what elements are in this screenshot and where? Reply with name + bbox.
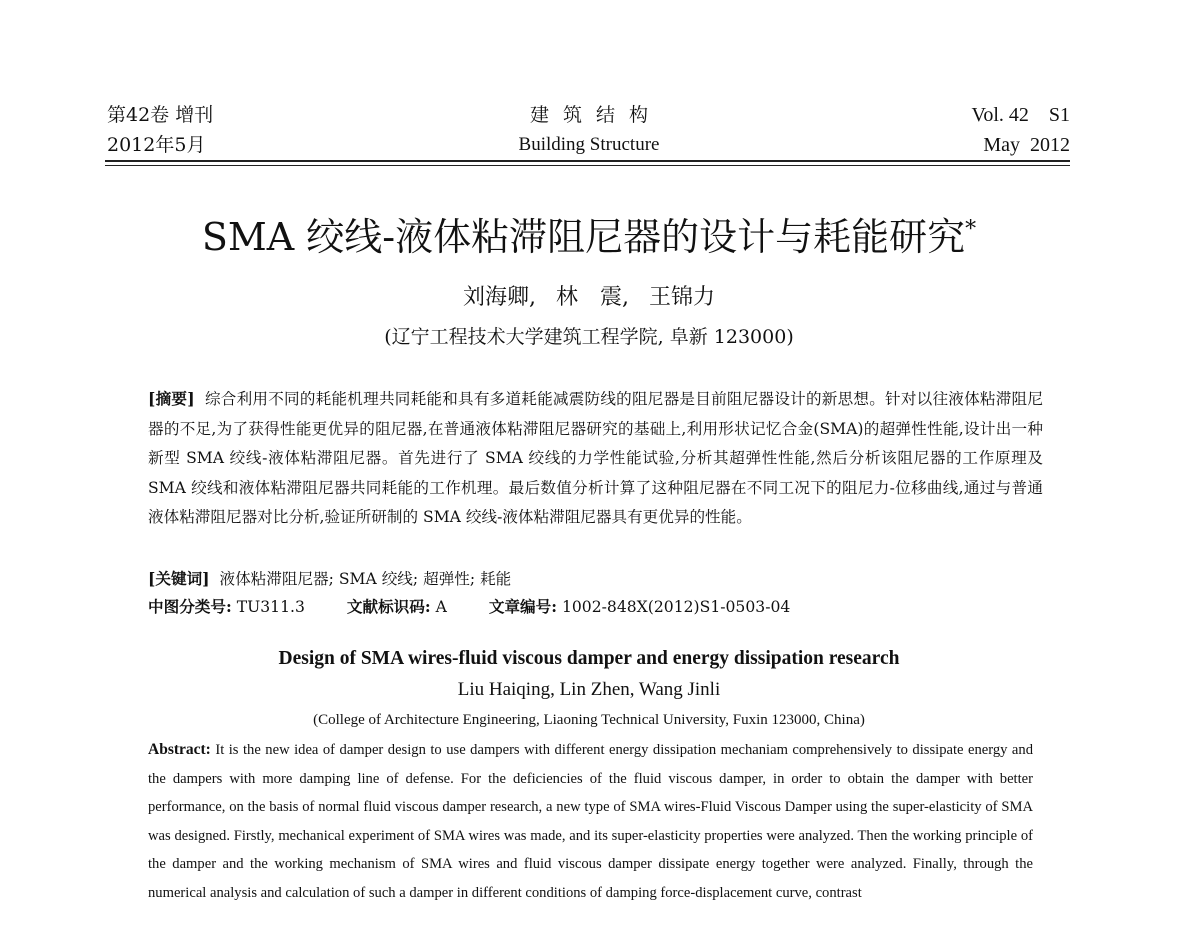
keywords-text: 液体粘滞阻尼器; SMA 绞线; 超弹性; 耗能	[219, 570, 512, 588]
header-rule-thin	[105, 165, 1070, 166]
article-number-value: 1002-848X(2012)S1-0503-04	[561, 598, 791, 616]
date-en: May 2012	[983, 134, 1070, 156]
clc-value: TU311.3	[236, 598, 305, 616]
abstract-cn	[148, 384, 1043, 533]
clc-label: 中图分类号:	[148, 597, 232, 616]
header-rule-thick	[105, 160, 1070, 162]
abstract-en	[148, 736, 1033, 907]
article-number-label: 文章编号:	[488, 597, 557, 616]
volume-en: Vol. 42 S1	[971, 104, 1070, 126]
volume-issue-cn: 第42卷 增刊	[107, 104, 214, 126]
abstract-en-label: Abstract:	[148, 741, 211, 758]
english-authors: Liu Haiqing, Lin Zhen, Wang Jinli	[457, 679, 721, 700]
doc-code-label: 文献标识码:	[346, 597, 431, 616]
author-3: 王锦力	[648, 285, 715, 310]
abstract-cn-label: [摘要]	[148, 389, 195, 408]
classification-line	[148, 593, 790, 621]
author-1: 刘海卿,	[462, 285, 536, 310]
affiliation: (辽宁工程技术大学建筑工程学院, 阜新 123000)	[384, 326, 794, 348]
author-2: 林 震,	[555, 285, 629, 310]
author-list	[0, 282, 1178, 314]
journal-name-en: Building Structure	[518, 134, 660, 155]
abstract-en-text: It is the new idea of damper design to use dampers with different energy dissipation mechaniam comprehensively to dissipate energy and the dampers with more damping line of defense. For the deficiencies of the fluid viscous damper, in order to obtain the damper with better performance, on the basis of normal fluid viscous damper research, a new type of SMA wires-Fluid Viscous Damper using the super-elasticity of SMA was designed. Firstly, mechanical experiment of SMA wires was made, and its super-elasticity properties were analyzed. Then the working principle of the damper and the working mechanism of SMA wires and fluid viscous damper dissipate energy together were analyzed. Finally, through the numerical analysis and calculation of such a damper in different conditions of damping force-displacement curve, contrast	[148, 742, 1033, 901]
journal-volume	[971, 100, 1070, 160]
doc-code-value: A	[435, 598, 447, 616]
keywords-label: [关键词]	[148, 569, 210, 588]
abstract-cn-text: 综合利用不同的耗能机理共同耗能和具有多道耗能减震防线的阻尼器是目前阻尼器设计的新思想。针对以往液体粘滞阻尼器的不足,为了获得性能更优异的阻尼器,在普通液体粘滞阻尼器研究的基础上,利用形状记忆合金(SMA)的超弹性性能,设计出一种新型 SMA 绞线-液体粘滞阻尼器。首先进行了 SMA 绞线的力学性能试验,分析其超弹性性能,然后分析该阻尼器的工作原理及SMA 绞线和液体粘滞阻尼器共同耗能的工作机理。最后数值分析计算了这种阻尼器在不同工况下的阻尼力-位移曲线,通过与普通液体粘滞阻尼器对比分析,验证所研制的 SMA 绞线-液体粘滞阻尼器具有更优异的性能。	[148, 390, 1043, 526]
keywords-cn	[148, 565, 511, 593]
paper-title	[0, 205, 1178, 262]
title-footnote-mark: *	[965, 217, 977, 242]
date-cn: 2012年5月	[107, 134, 206, 156]
english-affiliation: (College of Architecture Engineering, Liaoning Technical University, Fuxin 123000, China)	[313, 712, 865, 728]
english-title: Design of SMA wires-fluid viscous damper and energy dissipation research	[278, 648, 900, 669]
journal-name-cn: 建筑结构	[529, 104, 662, 126]
paper-title-text: SMA 绞线-液体粘滞阻尼器的设计与耗能研究	[201, 215, 966, 259]
